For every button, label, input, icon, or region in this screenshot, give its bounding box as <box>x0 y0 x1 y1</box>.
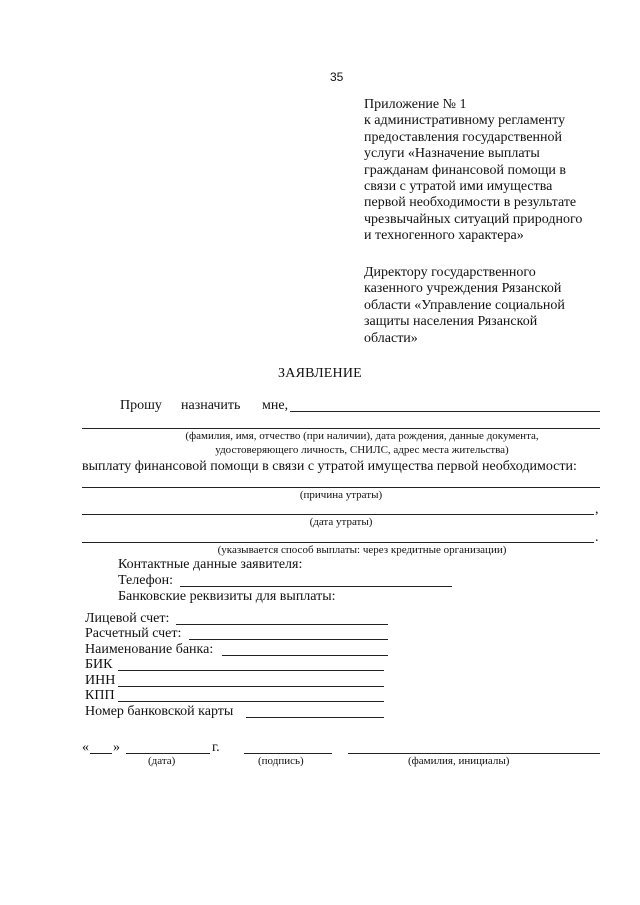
name-initials-caption: (фамилия, инициалы) <box>408 755 510 767</box>
addressee-block <box>364 265 614 347</box>
request-word-prosu: Прошу <box>120 398 162 413</box>
appendix-line: услуги «Назначение выплаты <box>364 146 540 162</box>
appendix-line: предоставления государственной <box>364 129 563 145</box>
appendix-line: Приложение № 1 <box>364 97 467 112</box>
date-quote-close: » <box>113 740 120 755</box>
bik-field[interactable] <box>118 670 384 671</box>
date-quote-open: « <box>82 740 89 755</box>
loss-reason-caption: (причина утраты) <box>299 489 383 501</box>
name-initials-field[interactable] <box>348 753 600 754</box>
appendix-line: первой необходимости в результате <box>364 195 577 211</box>
inn-label: ИНН <box>85 673 116 688</box>
applicant-info-caption-1: (фамилия, имя, отчество (при наличии), дата рождения, данные документа, <box>185 430 539 442</box>
bank-name-label: Наименование банка: <box>85 642 214 657</box>
applicant-info-caption-2: удостоверяющего личность, СНИЛС, адрес места жительства) <box>215 444 509 456</box>
addressee-line: Директору государственного <box>364 265 536 280</box>
applicant-info-field-2[interactable] <box>82 428 600 429</box>
year-suffix: г. <box>212 740 220 755</box>
payment-method-field[interactable] <box>82 542 594 543</box>
payment-purpose-text: выплату финансовой помощи в связи с утратой имущества первой необходимости: <box>82 459 577 474</box>
bank-heading: Банковские реквизиты для выплаты: <box>118 589 336 604</box>
inn-field[interactable] <box>118 686 384 687</box>
loss-reason-field[interactable] <box>82 487 600 488</box>
page-number: 35 <box>330 70 344 84</box>
card-number-field[interactable] <box>246 717 384 718</box>
kpp-label: КПП <box>85 688 115 703</box>
appendix-header <box>364 97 614 245</box>
contacts-heading: Контактные данные заявителя: <box>118 557 303 572</box>
phone-field[interactable] <box>180 586 452 587</box>
addressee-line: защиты населения Рязанской <box>364 314 538 330</box>
addressee-line: области «Управление социальной <box>364 297 565 313</box>
date-month-year-field[interactable] <box>126 753 210 754</box>
request-word-mne: мне, <box>262 398 289 413</box>
addressee-line: области» <box>364 330 418 346</box>
account-field[interactable] <box>176 624 388 625</box>
phone-label: Телефон: <box>118 573 174 588</box>
loss-date-field[interactable] <box>82 514 594 515</box>
settlement-account-field[interactable] <box>189 639 388 640</box>
loss-date-comma: , <box>595 502 599 517</box>
bank-name-field[interactable] <box>222 655 388 656</box>
payment-method-caption: (указывается способ выплаты: через кредитные организации) <box>217 544 507 556</box>
date-day-field[interactable] <box>90 753 112 754</box>
signature-caption: (подпись) <box>258 755 304 767</box>
kpp-field[interactable] <box>118 701 384 702</box>
addressee-line: казенного учреждения Рязанской <box>364 281 562 297</box>
loss-date-caption: (дата утраты) <box>309 516 373 528</box>
appendix-line: к административному регламенту <box>364 113 566 129</box>
appendix-line: чрезвычайных ситуаций природного <box>364 211 583 227</box>
appendix-line: и техногенного характера» <box>364 228 524 244</box>
document-title: ЗАЯВЛЕНИЕ <box>278 366 362 381</box>
appendix-line: связи с утратой ими имущества <box>364 179 553 195</box>
date-caption: (дата) <box>148 755 176 767</box>
signature-field[interactable] <box>244 753 332 754</box>
card-number-label: Номер банковской карты <box>85 704 234 719</box>
account-label: Лицевой счет: <box>85 611 170 626</box>
appendix-line: гражданам финансовой помощи в <box>364 162 566 178</box>
applicant-info-field[interactable] <box>290 411 600 412</box>
request-word-naznachit: назначить <box>181 398 241 413</box>
payment-method-period: . <box>595 530 599 545</box>
settlement-account-label: Расчетный счет: <box>85 626 182 641</box>
bik-label: БИК <box>85 657 113 672</box>
